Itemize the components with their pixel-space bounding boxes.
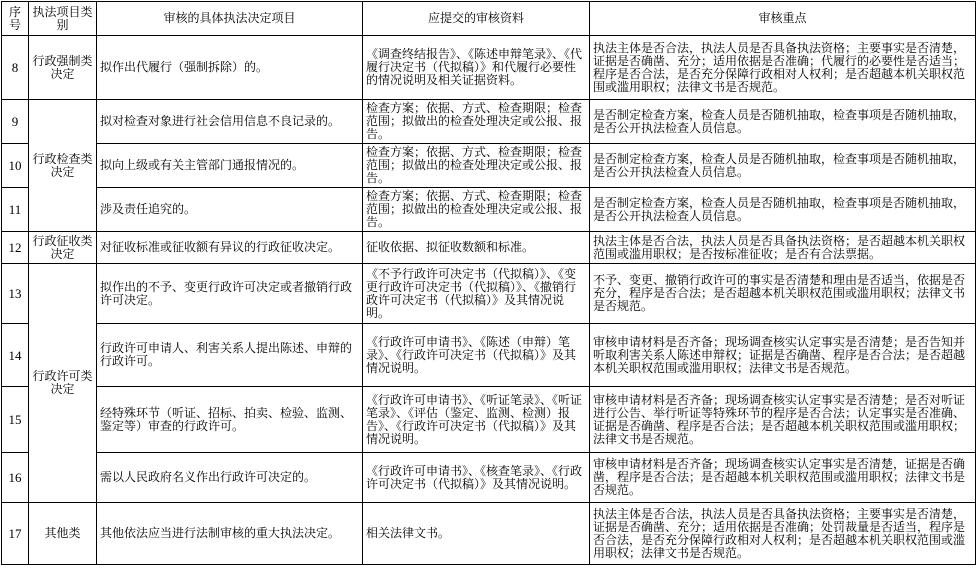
table-row (2, 387, 976, 453)
row-no: 14 (2, 324, 29, 387)
row-focus: 审核申请材料是否齐备；现场调查核实认定事实是否清楚；是否对听证进行公告、举行听证等特殊环节的程序是否合法；认定事实是否准确、证据是否确凿、程序是否合法；是否超越本机关职权范围或滥用职权；法律文书是否规范。 (590, 387, 976, 453)
row-no: 15 (2, 387, 29, 453)
table-row (2, 453, 976, 503)
table-header-row (2, 2, 976, 36)
row-focus: 是否制定检查方案，检查人员是否随机抽取，检查事项是否随机抽取，是否公开执法检查人员信息。 (590, 100, 976, 144)
row-focus: 执法主体是否合法，执法人员是否具备执法资格；是否超越本机关职权范围或滥用职权；是否按标准征收；是否有合法票据。 (590, 232, 976, 264)
row-no: 11 (2, 188, 29, 232)
row-no: 13 (2, 264, 29, 324)
row-materials: 《调查终结报告》、《陈述申辩笔录》、《代履行决定书（代拟稿）》和代履行必要性的情况说明及相关证据资料。 (363, 36, 590, 100)
table-row (2, 188, 976, 232)
row-item: 拟对检查对象进行社会信用信息不良记录的。 (97, 100, 363, 144)
row-item: 拟作出代履行（强制拆除）的。 (97, 36, 363, 100)
row-item: 对征收标准或征收额有异议的行政征收决定。 (97, 232, 363, 264)
row-focus: 执法主体是否合法，执法人员是否具备执法资格；主要事实是否清楚，证据是否确凿、充分；适用依据是否准确；处罚裁量是否适当，程序是否合法，是否充分保障行政相对人权利；是否超越本机关职权范围或滥用职权；法律文书是否规范。 (590, 503, 976, 565)
row-focus: 执法主体是否合法，执法人员是否具备执法资格；主要事实是否清楚，证据是否确凿、充分；适用依据是否准确；代履行的必要性是否适当；程序是否合法，是否充分保障行政相对人权利；是否超越本机关职权范围或滥用职权；法律文书是否规范。 (590, 36, 976, 100)
row-materials: 《行政许可申请书》、《陈述（申辩）笔录》、《行政许可决定书（代拟稿）》及其情况说明。 (363, 324, 590, 387)
row-materials: 《行政许可申请书》、《核查笔录》、《行政许可决定书（代拟稿）》及其情况说明。 (363, 453, 590, 503)
row-focus: 审核申请材料是否齐备；现场调查核实认定事实是否清楚；是否告知并听取利害关系人陈述申辩权；证据是否确凿、程序是否合法；是否超越本机关职权范围或滥用职权；法律文书是否规范。 (590, 324, 976, 387)
row-no: 16 (2, 453, 29, 503)
row-item: 需以人民政府名义作出行政许可决定的。 (97, 453, 363, 503)
row-focus: 不予、变更、撤销行政许可的事实是否清楚和理由是否适当，依据是否充分，程序是否合法；是否超越本机关职权范围或滥用职权；法律文书是否规范。 (590, 264, 976, 324)
row-materials: 检查方案；依据、方式、检查期限；检查范围；拟做出的检查处理决定或公报、报告。 (363, 188, 590, 232)
row-item: 涉及责任追究的。 (97, 188, 363, 232)
header-materials: 应提交的审核资料 (363, 2, 590, 36)
row-materials: 《行政许可申请书》、《听证笔录》、《听证笔录》、《评估（鉴定、监测、检测）报告》、《行政许可决定书（代拟稿）》及其情况说明。 (363, 387, 590, 453)
table-row (2, 264, 976, 324)
header-focus: 审核重点 (590, 2, 976, 36)
row-materials: 检查方案；依据、方式、检查期限；检查范围；拟做出的检查处理决定或公报、报告。 (363, 100, 590, 144)
header-category: 执法项目类别 (29, 2, 97, 36)
row-item: 拟向上级或有关主管部门通报情况的。 (97, 144, 363, 188)
row-category: 其他类 (29, 503, 97, 565)
row-no: 12 (2, 232, 29, 264)
row-category: 行政征收类决定 (29, 232, 97, 264)
table-row (2, 100, 976, 144)
row-materials: 相关法律文书。 (363, 503, 590, 565)
row-item: 其他依法应当进行法制审核的重大执法决定。 (97, 503, 363, 565)
review-items-table (1, 1, 976, 565)
row-no: 17 (2, 503, 29, 565)
table-row (2, 324, 976, 387)
row-materials: 检查方案；依据、方式、检查期限；检查范围；拟做出的检查处理决定或公报、报告。 (363, 144, 590, 188)
row-item: 行政许可申请人、利害关系人提出陈述、申辩的行政许可。 (97, 324, 363, 387)
row-category: 行政许可类决定 (29, 264, 97, 503)
table-row (2, 232, 976, 264)
row-no: 8 (2, 36, 29, 100)
table-row (2, 503, 976, 565)
table-row (2, 144, 976, 188)
table-row (2, 36, 976, 100)
row-materials: 征收依据、拟征收数额和标准。 (363, 232, 590, 264)
row-category: 行政检查类决定 (29, 100, 97, 232)
row-no: 9 (2, 100, 29, 144)
header-item: 审核的具体执法决定项目 (97, 2, 363, 36)
row-focus: 审核申请材料是否齐备；现场调查核实认定事实是否清楚，证据是否确凿，程序是否合法；是否超越本机关职权范围或滥用职权；法律文书是否规范。 (590, 453, 976, 503)
row-focus: 是否制定检查方案，检查人员是否随机抽取，检查事项是否随机抽取，是否公开执法检查人员信息。 (590, 188, 976, 232)
row-focus: 是否制定检查方案，检查人员是否随机抽取，检查事项是否随机抽取，是否公开执法检查人员信息。 (590, 144, 976, 188)
row-item: 拟作出的不予、变更行政许可决定或者撤销行政许可决定。 (97, 264, 363, 324)
row-no: 10 (2, 144, 29, 188)
row-category: 行政强制类决定 (29, 36, 97, 100)
header-no: 序号 (2, 2, 29, 36)
row-materials: 《不予行政许可决定书（代拟稿）》、《变更行政许可决定书（代拟稿）》、《撤销行政许可决定书（代拟稿）》及其情况说明。 (363, 264, 590, 324)
row-item: 经特殊环节（听证、招标、拍卖、检验、监测、鉴定等）审查的行政许可。 (97, 387, 363, 453)
